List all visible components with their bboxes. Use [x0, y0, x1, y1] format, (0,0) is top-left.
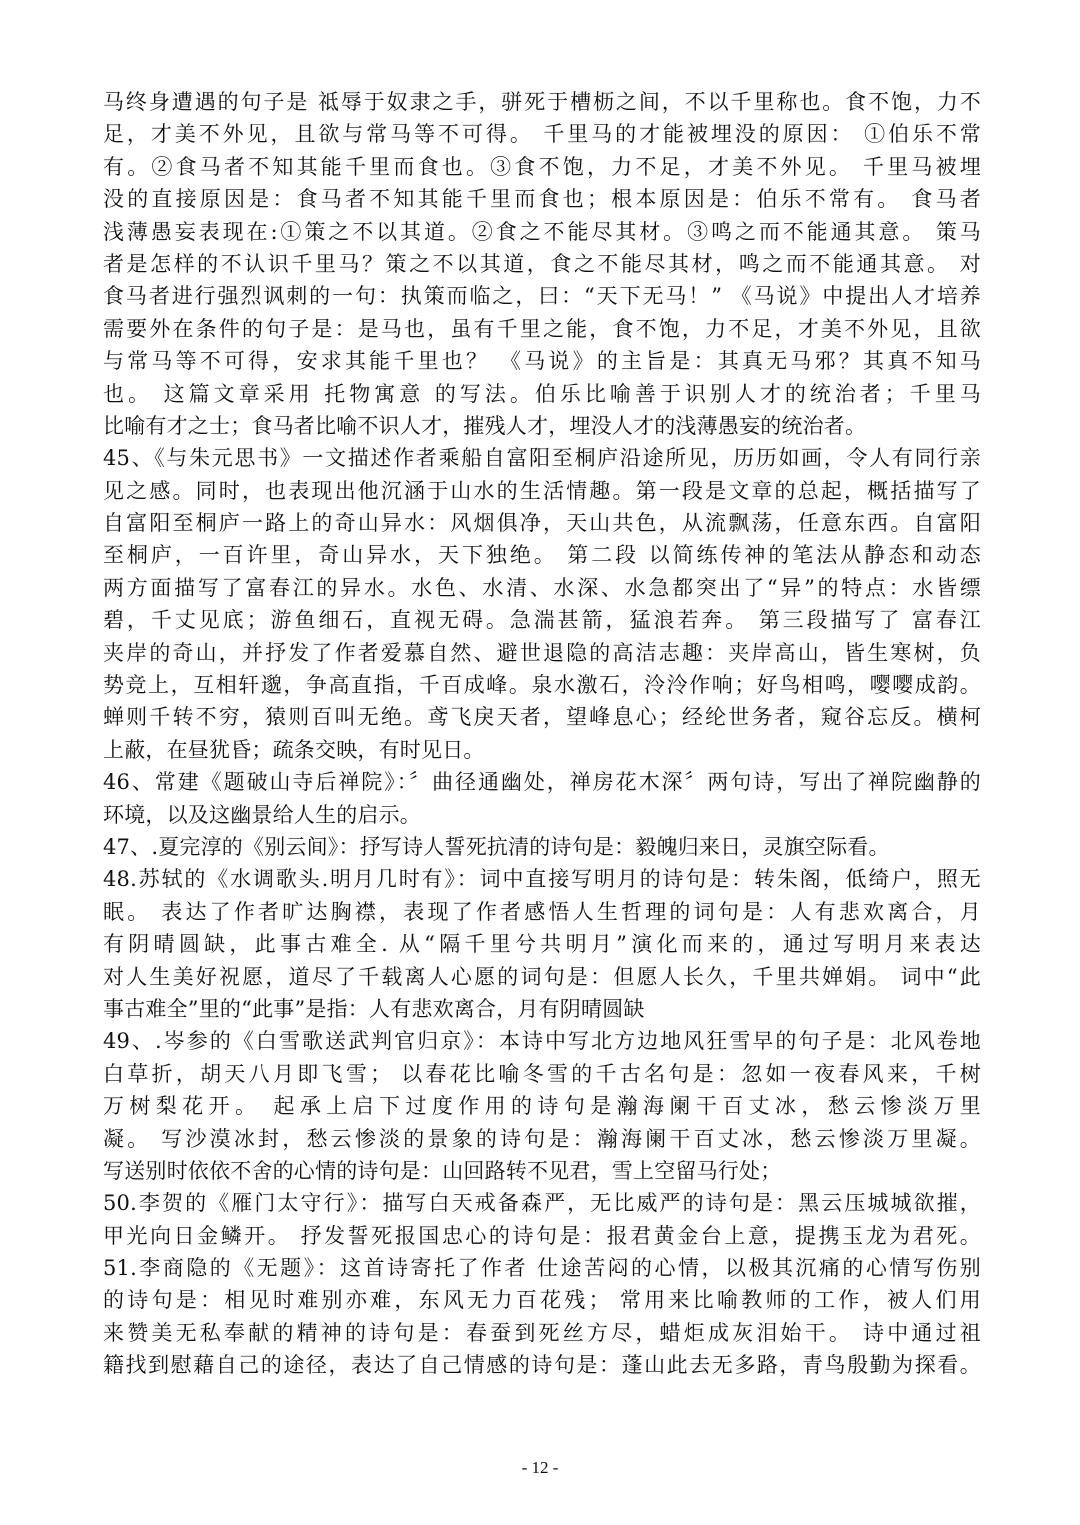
text-line: 环境，以及这幽景给人生的启示。	[103, 802, 421, 827]
text-line: 有阴晴圆缺，此事古难全. 从“隔千里兮共明月”演化而来的，通过写明月来表达	[103, 932, 981, 957]
text-line: 49、.岑参的《白雪歌送武判官归京》：本诗中写北方边地风狂雪早的句子是：北风卷地	[103, 1029, 981, 1054]
text-line: 碧，千丈见底；游鱼细石，直视无碍。急湍甚箭，猛浪若奔。 第三段描写了 富春江	[103, 608, 981, 633]
text-line: 47、.夏完淳的《别云间》：抒写诗人誓死抗清的诗句是：毅魄归来日，灵旗空际看。	[103, 834, 890, 859]
text-line: 夹岸的奇山，并抒发了作者爱慕自然、避世退隐的高洁志趣：夹岸高山，皆生寒树，负	[103, 640, 981, 665]
text-line: 势竞上，互相轩邈，争高直指，千百成峰。泉水激石，泠泠作响；好鸟相鸣，嘤嘤成韵。	[103, 673, 981, 698]
text-line: 者是怎样的不认识千里马？策之不以其道，食之不能尽其材，鸣之而不能通其意。 对	[103, 251, 981, 276]
text-line: 甲光向日金鳞开。 抒发誓死报国忠心的诗句是：报君黄金台上意，提携玉龙为君死。	[103, 1223, 981, 1248]
text-line: 事古难全”里的“此事”是指：人有悲欢离合，月有阴晴圆缺	[103, 996, 645, 1021]
text-line: 眠。 表达了作者旷达胸襟，表现了作者感悟人生哲理的词句是：人有悲欢离合，月	[103, 899, 981, 924]
text-line: 马终身遭遇的句子是 祗辱于奴隶之手，骈死于槽枥之间，不以千里称也。食不饱，力不	[103, 90, 981, 114]
text-line: 来赞美无私奉献的精神的诗句是：春蚕到死丝方尽，蜡炬成灰泪始干。 诗中通过祖	[103, 1320, 981, 1345]
text-line: 50.李贺的《雁门太守行》：描写白天戒备森严，无比威严的诗句是：黑云压城城欲摧，	[103, 1191, 981, 1216]
text-line: 需要外在条件的句子是：是马也，虽有千里之能，食不饱，力不足，才美不外见，且欲	[103, 316, 981, 341]
text-line: 食马者进行强烈讽刺的一句：执策而临之，曰：“天下无马！” 《马说》中提出人才培养	[103, 284, 981, 309]
text-line: 与常马等不可得，安求其能千里也？ 《马说》的主旨是：其真无马邪？其真不知马	[103, 349, 981, 374]
text-line: 对人生美好祝愿，道尽了千载离人心愿的词句是：但愿人长久，千里共婵娟。 词中“此	[103, 964, 981, 989]
text-line: 至桐庐，一百许里，奇山异水，天下独绝。 第二段 以简练传神的笔法从静态和动态	[103, 543, 981, 568]
page-number: - 12 -	[521, 1458, 559, 1477]
text-line: 籍找到慰藉自己的途径，表达了自己情感的诗句是：蓬山此去无多路，青鸟殷勤为探看。	[103, 1353, 981, 1378]
text-line: 比喻有才之士；食马者比喻不识人才，摧残人才，埋没人才的浅薄愚妄的统治者。	[103, 413, 867, 438]
text-line: 46、常建《题破山寺后禅院》：〞曲径通幽处，禅房花木深〞两句诗，写出了禅院幽静的	[103, 770, 981, 795]
text-line: 没的直接原因是：食马者不知其能千里而食也；根本原因是：伯乐不常有。 食马者	[103, 187, 981, 212]
text-line: 两方面描写了富春江的异水。水色、水清、水深、水急都突出了“异”的特点：水皆缥	[103, 575, 981, 600]
text-line: 自富阳至桐庐一路上的奇山异水：风烟俱净，天山共色，从流飘荡，任意东西。自富阳	[103, 511, 981, 536]
text-line: 万树梨花开。 起承上启下过度作用的诗句是瀚海阑干百丈冰，愁云惨淡万里	[103, 1094, 981, 1119]
text-line: 写送别时依依不舍的心情的诗句是：山回路转不见君，雪上空留马行处；	[103, 1158, 782, 1183]
text-line: 凝。 写沙漠冰封，愁云惨淡的景象的诗句是：瀚海阑干百丈冰，愁云惨淡万里凝。	[103, 1126, 981, 1151]
document-body	[103, 86, 981, 1382]
text-line: 见之感。同时，也表现出他沉涵于山水的生活情趣。第一段是文章的总起，概括描写了	[103, 478, 981, 503]
text-line: 上蔽，在昼犹昏；疏条交映，有时见日。	[103, 737, 485, 762]
text-line: 有。②食马者不知其能千里而食也。③食不饱，力不足，才美不外见。 千里马被埋	[103, 154, 981, 179]
text-line: 的诗句是：相见时难别亦难，东风无力百花残； 常用来比喻教师的工作，被人们用	[103, 1288, 981, 1313]
text-line: 51.李商隐的《无题》：这首诗寄托了作者 仕途苦闷的心情，以极其沉痛的心情写伤别	[103, 1256, 981, 1281]
text-line: 45、《与朱元思书》一文描述作者乘船自富阳至桐庐沿途所见，历历如画，令人有同行亲	[103, 446, 981, 471]
text-line: 也。 这篇文章采用 托物寓意 的写法。伯乐比喻善于识别人才的统治者；千里马	[103, 381, 981, 406]
text-line: 白草折，胡天八月即飞雪； 以春花比喻冬雪的千古名句是：忽如一夜春风来，千树	[103, 1061, 981, 1086]
text-line: 足，才美不外见，且欲与常马等不可得。 千里马的才能被埋没的原因： ①伯乐不常	[103, 122, 981, 147]
text-line: 蝉则千转不穷，猿则百叫无绝。鸢飞戾天者，望峰息心；经纶世务者，窥谷忘反。横柯	[103, 705, 981, 730]
text-line: 浅薄愚妄表现在:①策之不以其道。②食之不能尽其材。③鸣之而不能通其意。 策马	[103, 219, 981, 244]
text-line: 48.苏轼的《水调歌头.明月几时有》：词中直接写明月的诗句是：转朱阁，低绮户，照无	[103, 867, 981, 892]
